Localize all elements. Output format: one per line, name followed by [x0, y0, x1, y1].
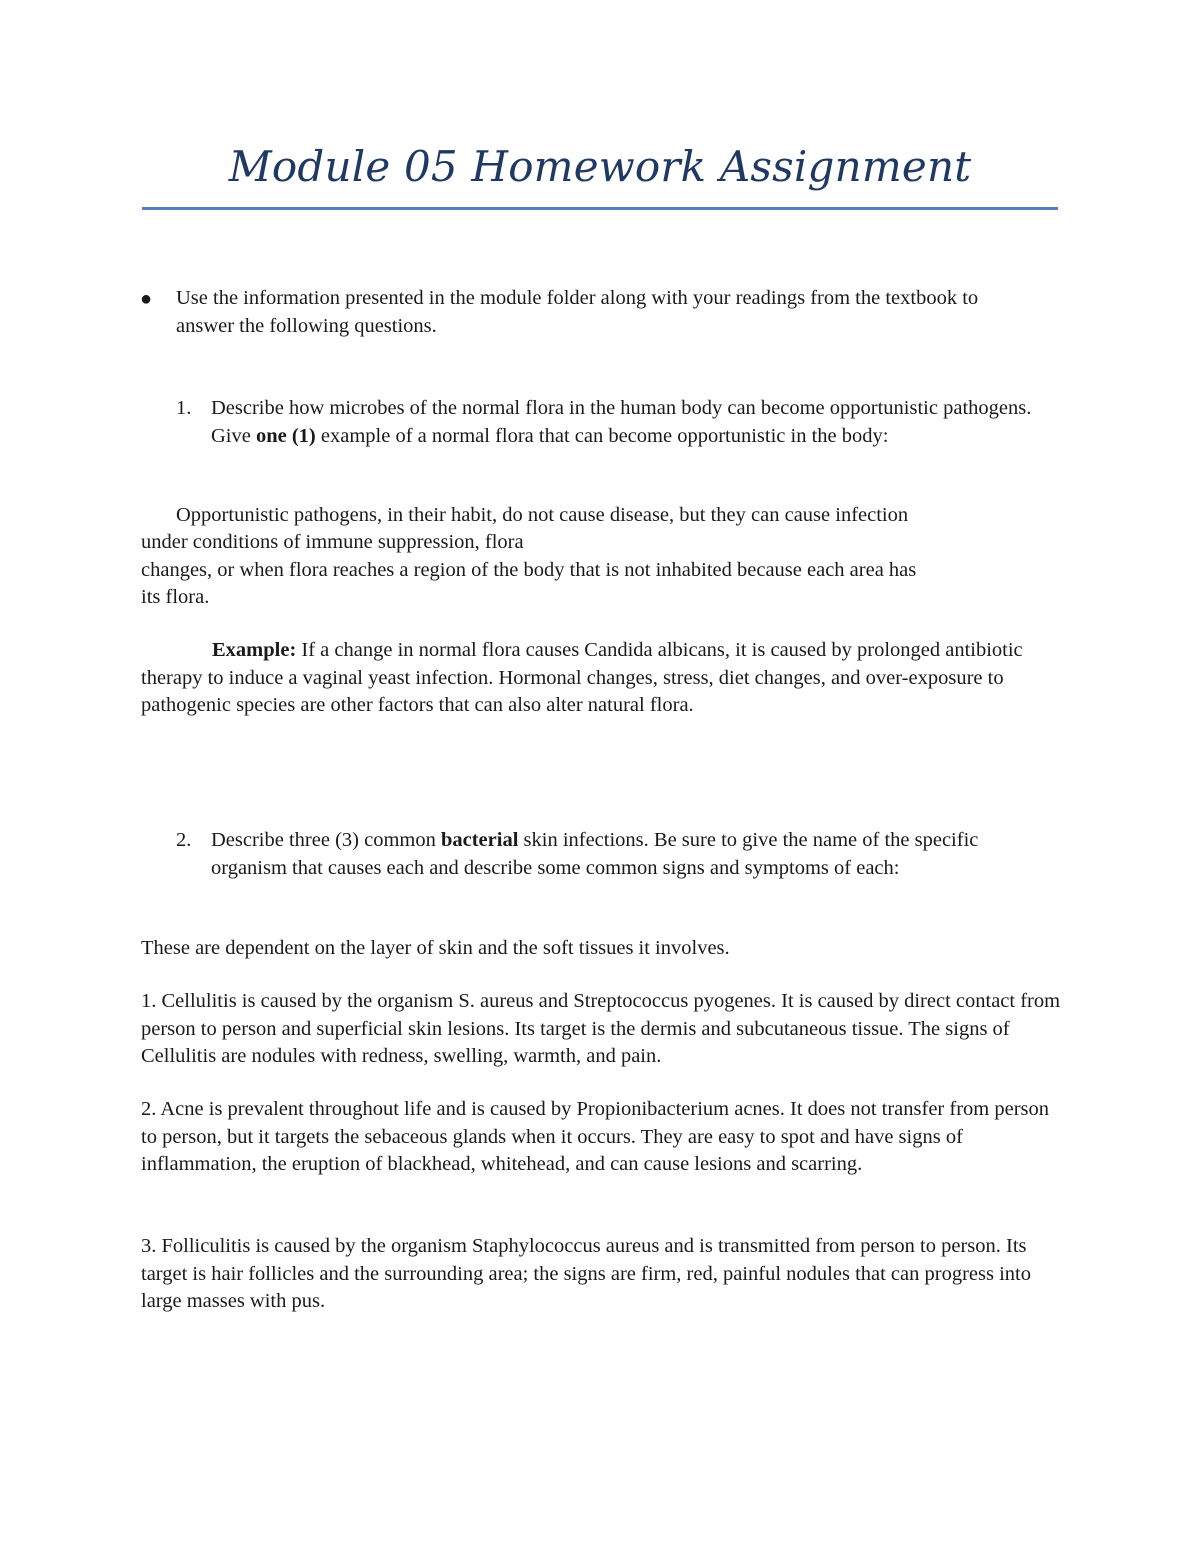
question-2-text-before: Describe three (3) common — [211, 829, 441, 851]
answer-1-line-3: changes, or when flora reaches a region of the body that is not inhabited because each area has — [141, 559, 917, 581]
example-label: Example: — [212, 639, 297, 661]
answer-2-item-1: 1. Cellulitis is caused by the organism S. aureus and Streptococcus pyogenes. It is caused by direct contact from person to person and superficial skin lesions. Its target is the dermis and subcutaneous tissue. The signs of Cellulitis are nodules with redness, swelling, warmth, and pain. — [141, 990, 1061, 1067]
answer-1-line-1: Opportunistic pathogens, in their habit, do not cause disease, but they can cause infection — [176, 504, 909, 526]
bullet-icon: ● — [140, 288, 153, 310]
answer-2-intro: These are dependent on the layer of skin and the soft tissues it involves. — [141, 937, 730, 959]
question-2-bold: bacterial — [440, 829, 519, 851]
question-1 — [211, 395, 1061, 450]
answer-2-item-2: 2. Acne is prevalent throughout life and is caused by Propionibacterium acnes. It does not transfer from person to person, but it targets the sebaceous glands when it occurs. They are easy to spot and have signs of inflammation, the eruption of blackhead, whitehead, and can cause lesions and scarring. — [141, 1098, 1050, 1175]
question-1-number: 1. — [176, 397, 192, 419]
title-underline — [142, 207, 1058, 210]
question-2-number: 2. — [176, 829, 192, 851]
question-2 — [211, 827, 1041, 882]
answer-2-item-3: 3. Folliculitis is caused by the organism Staphylococcus aureus and is transmitted from person to person. Its target is hair follicles and the surrounding area; the signs are firm, red, painful nodules that can progress into large masses with pus. — [141, 1235, 1031, 1312]
example-paragraph — [141, 637, 1061, 720]
question-2-text-after: skin infections. Be sure to give the name of the specific organism that causes each and describe some common signs and symptoms of each: — [211, 829, 979, 879]
answer-1-line-4: its flora. — [141, 586, 210, 608]
intro-instruction: Use the information presented in the module folder along with your readings from the textbook to answer the following questions. — [176, 287, 979, 337]
answer-1-line-2: under conditions of immune suppression, flora — [141, 531, 524, 553]
question-1-text-after: example of a normal flora that can become opportunistic in the body: — [315, 424, 889, 447]
page-title: Module 05 Homework Assignment — [228, 142, 972, 191]
question-1-text-before: Describe how microbes of the normal flora in the human body can become opportunistic pathogens. Give — [211, 397, 1032, 447]
question-1-bold: one (1) — [255, 424, 316, 447]
example-text: If a change in normal flora causes Candida albicans, it is caused by prolonged antibiotic therapy to induce a vaginal yeast infection. Hormonal changes, stress, diet changes, and over-exposure to pathogenic species are other factors that can also alter natural flora. — [141, 639, 1023, 716]
